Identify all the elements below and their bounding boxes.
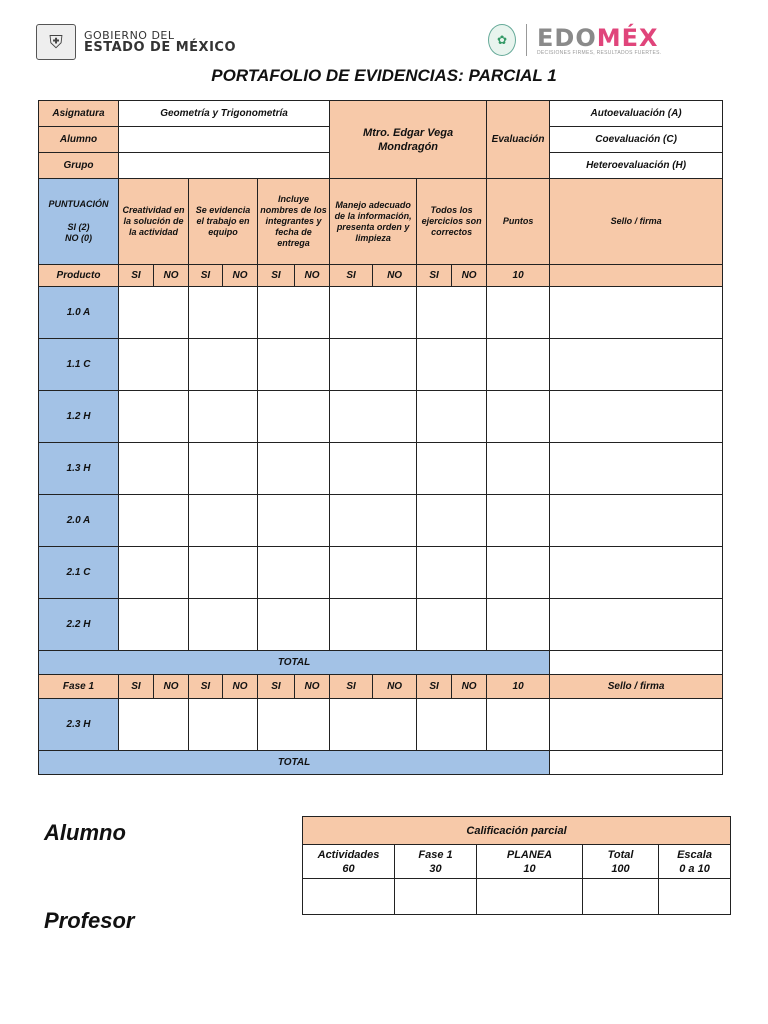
grupo-field[interactable]: [119, 153, 330, 179]
product-rows-1: [39, 287, 723, 651]
score-cell[interactable]: [119, 547, 189, 599]
score-cell[interactable]: [189, 287, 258, 339]
criterion-nombres: Incluye nombres de los integrantes y fecha de entrega: [258, 179, 330, 265]
calif-col-value: 30: [429, 862, 442, 875]
sello-cell[interactable]: [550, 391, 723, 443]
score-cell[interactable]: [189, 547, 258, 599]
total-value[interactable]: [550, 751, 723, 775]
sello-cell[interactable]: [550, 443, 723, 495]
score-cell[interactable]: [258, 391, 330, 443]
evidence-table: [38, 100, 723, 775]
score-cell[interactable]: [487, 547, 550, 599]
calif-col: [659, 845, 731, 879]
sello-cell: [550, 265, 723, 287]
product-code: 2.3 H: [39, 699, 119, 751]
score-cell[interactable]: [487, 443, 550, 495]
calificacion-table: [302, 816, 731, 915]
no-points: NO (0): [65, 233, 92, 243]
score-cell[interactable]: [487, 391, 550, 443]
calif-col-value: 60: [342, 862, 355, 875]
total-row-2: [39, 751, 723, 775]
sello-cell[interactable]: [550, 699, 723, 751]
evaluacion-label: Evaluación: [487, 101, 550, 179]
sello-cell[interactable]: [550, 339, 723, 391]
criterion-manejo: Manejo adecuado de la información, presenta orden y limpieza: [330, 179, 417, 265]
page-title: PORTAFOLIO DE EVIDENCIAS: PARCIAL 1: [211, 66, 557, 85]
calif-col: [395, 845, 477, 879]
calif-col: [583, 845, 659, 879]
si-cell: SI: [417, 265, 452, 287]
si-cell: SI: [258, 265, 295, 287]
score-cell[interactable]: [258, 443, 330, 495]
product-code: 2.1 C: [39, 547, 119, 599]
sello-header: Sello / firma: [550, 179, 723, 265]
score-cell[interactable]: [258, 699, 330, 751]
si-cell: SI: [189, 265, 223, 287]
calif-entry[interactable]: [303, 879, 395, 915]
puntos-max: 10: [487, 675, 550, 699]
sello-cell[interactable]: [550, 599, 723, 651]
brand-mx: MÉX: [596, 24, 659, 52]
si-cell: SI: [119, 675, 154, 699]
score-cell[interactable]: [417, 547, 487, 599]
score-cell[interactable]: [189, 391, 258, 443]
score-cell[interactable]: [258, 599, 330, 651]
score-cell[interactable]: [258, 287, 330, 339]
score-cell[interactable]: [417, 391, 487, 443]
product-code: 2.0 A: [39, 495, 119, 547]
calif-entry[interactable]: [659, 879, 731, 915]
alumno-label: Alumno: [39, 127, 119, 153]
puntuacion-label: PUNTUACIÓN: [48, 199, 109, 209]
calif-col: [303, 845, 395, 879]
calif-col-name: Actividades: [317, 848, 380, 861]
calif-col-value: 0 a 10: [679, 862, 710, 875]
no-cell: NO: [452, 675, 487, 699]
gov-line2: ESTADO DE MÉXICO: [84, 40, 236, 55]
auto-eval: Autoevaluación (A): [550, 101, 723, 127]
calif-col-name: Fase 1: [418, 848, 453, 861]
si-cell: SI: [330, 265, 373, 287]
si-cell: SI: [189, 675, 223, 699]
fase-row: [39, 675, 723, 699]
criterion-creatividad: Creatividad en la solución de la actividad: [119, 179, 189, 265]
calif-title: Calificación parcial: [303, 817, 731, 845]
score-cell[interactable]: [119, 443, 189, 495]
product-code: 1.1 C: [39, 339, 119, 391]
no-cell: NO: [154, 675, 189, 699]
calif-col-name: Total: [607, 848, 634, 861]
si-cell: SI: [330, 675, 373, 699]
score-cell[interactable]: [119, 495, 189, 547]
score-cell[interactable]: [330, 495, 417, 547]
no-cell: NO: [154, 265, 189, 287]
score-cell[interactable]: [330, 443, 417, 495]
score-cell[interactable]: [119, 599, 189, 651]
product-row: [39, 547, 723, 599]
calif-col-value: 100: [611, 862, 630, 875]
sello-cell[interactable]: [550, 547, 723, 599]
criterion-equipo: Se evidencia el trabajo en equipo: [189, 179, 258, 265]
calif-col: [477, 845, 583, 879]
puntos-header: Puntos: [487, 179, 550, 265]
si-cell: SI: [258, 675, 295, 699]
product-row: [39, 287, 723, 339]
score-cell[interactable]: [330, 391, 417, 443]
fase-label: Fase 1: [39, 675, 119, 699]
score-cell[interactable]: [487, 599, 550, 651]
coev-eval: Coevaluación (C): [550, 127, 723, 153]
calif-col-value: 10: [523, 862, 536, 875]
score-cell[interactable]: [487, 699, 550, 751]
score-cell[interactable]: [119, 287, 189, 339]
score-cell[interactable]: [487, 339, 550, 391]
teacher-name: Mtro. Edgar Vega Mondragón: [330, 101, 487, 179]
gov-name: [84, 30, 236, 54]
logo-divider: [526, 24, 527, 56]
no-cell: NO: [223, 265, 258, 287]
asignatura-value: Geometría y Trigonometría: [119, 101, 330, 127]
calif-col-name: PLANEA: [506, 848, 553, 861]
score-cell[interactable]: [487, 495, 550, 547]
score-cell[interactable]: [487, 287, 550, 339]
gov-line1: GOBIERNO DEL: [84, 29, 175, 42]
total-value[interactable]: [550, 651, 723, 675]
puntos-max: 10: [487, 265, 550, 287]
producto-label: Producto: [39, 265, 119, 287]
no-cell: NO: [452, 265, 487, 287]
profesor-signature-label: Profesor: [44, 908, 135, 933]
no-cell: NO: [223, 675, 258, 699]
score-cell[interactable]: [189, 699, 258, 751]
score-cell[interactable]: [417, 699, 487, 751]
product-code: 1.2 H: [39, 391, 119, 443]
product-code: 1.0 A: [39, 287, 119, 339]
score-cell[interactable]: [258, 547, 330, 599]
state-crest-icon: ⛨: [36, 24, 76, 60]
brand-left: EDO: [537, 24, 597, 52]
alumno-signature-label: Alumno: [44, 820, 126, 845]
score-cell[interactable]: [417, 599, 487, 651]
product-code: 1.3 H: [39, 443, 119, 495]
score-cell[interactable]: [330, 287, 417, 339]
score-cell[interactable]: [119, 391, 189, 443]
score-cell[interactable]: [258, 339, 330, 391]
calif-col-name: Escala: [677, 848, 712, 861]
product-row: [39, 699, 723, 751]
brand-tagline: DECISIONES FIRMES, RESULTADOS FUERTES.: [537, 50, 662, 56]
calif-entry[interactable]: [583, 879, 659, 915]
si-cell: SI: [119, 265, 154, 287]
product-row: [39, 599, 723, 651]
score-cell[interactable]: [119, 699, 189, 751]
score-cell[interactable]: [189, 495, 258, 547]
score-cell[interactable]: [417, 287, 487, 339]
score-cell[interactable]: [330, 547, 417, 599]
no-cell: NO: [373, 265, 417, 287]
hetero-eval: Heteroevaluación (H): [550, 153, 723, 179]
score-cell[interactable]: [119, 339, 189, 391]
no-cell: NO: [295, 265, 330, 287]
score-cell[interactable]: [189, 599, 258, 651]
criterion-ejercicios: Todos los ejercicios son correctos: [417, 179, 487, 265]
score-cell[interactable]: [417, 443, 487, 495]
product-rows-2: [39, 699, 723, 751]
asignatura-label: Asignatura: [39, 101, 119, 127]
product-row: [39, 391, 723, 443]
gov-logo: [36, 24, 236, 60]
calif-entry[interactable]: [395, 879, 477, 915]
score-cell[interactable]: [330, 339, 417, 391]
sello-header: Sello / firma: [550, 675, 723, 699]
sello-cell[interactable]: [550, 495, 723, 547]
calif-entry[interactable]: [477, 879, 583, 915]
alumno-field[interactable]: [119, 127, 330, 153]
total-label: TOTAL: [39, 751, 550, 775]
si-cell: SI: [417, 675, 452, 699]
product-row: [39, 339, 723, 391]
grupo-label: Grupo: [39, 153, 119, 179]
score-cell[interactable]: [417, 339, 487, 391]
total-label: TOTAL: [39, 651, 550, 675]
sello-cell[interactable]: [550, 287, 723, 339]
producto-row: [39, 265, 723, 287]
score-cell[interactable]: [417, 495, 487, 547]
score-cell[interactable]: [258, 495, 330, 547]
no-cell: NO: [295, 675, 330, 699]
puntuacion-header: [39, 179, 119, 265]
score-cell[interactable]: [189, 339, 258, 391]
score-cell[interactable]: [189, 443, 258, 495]
product-code: 2.2 H: [39, 599, 119, 651]
product-row: [39, 495, 723, 547]
brand-logo: [488, 24, 661, 56]
no-cell: NO: [373, 675, 417, 699]
score-cell[interactable]: [330, 599, 417, 651]
cecytem-seal-icon: ✿: [488, 24, 516, 56]
product-row: [39, 443, 723, 495]
total-row: [39, 651, 723, 675]
edomex-wordmark: [537, 24, 661, 52]
si-points: SI (2): [67, 222, 90, 232]
score-cell[interactable]: [330, 699, 417, 751]
